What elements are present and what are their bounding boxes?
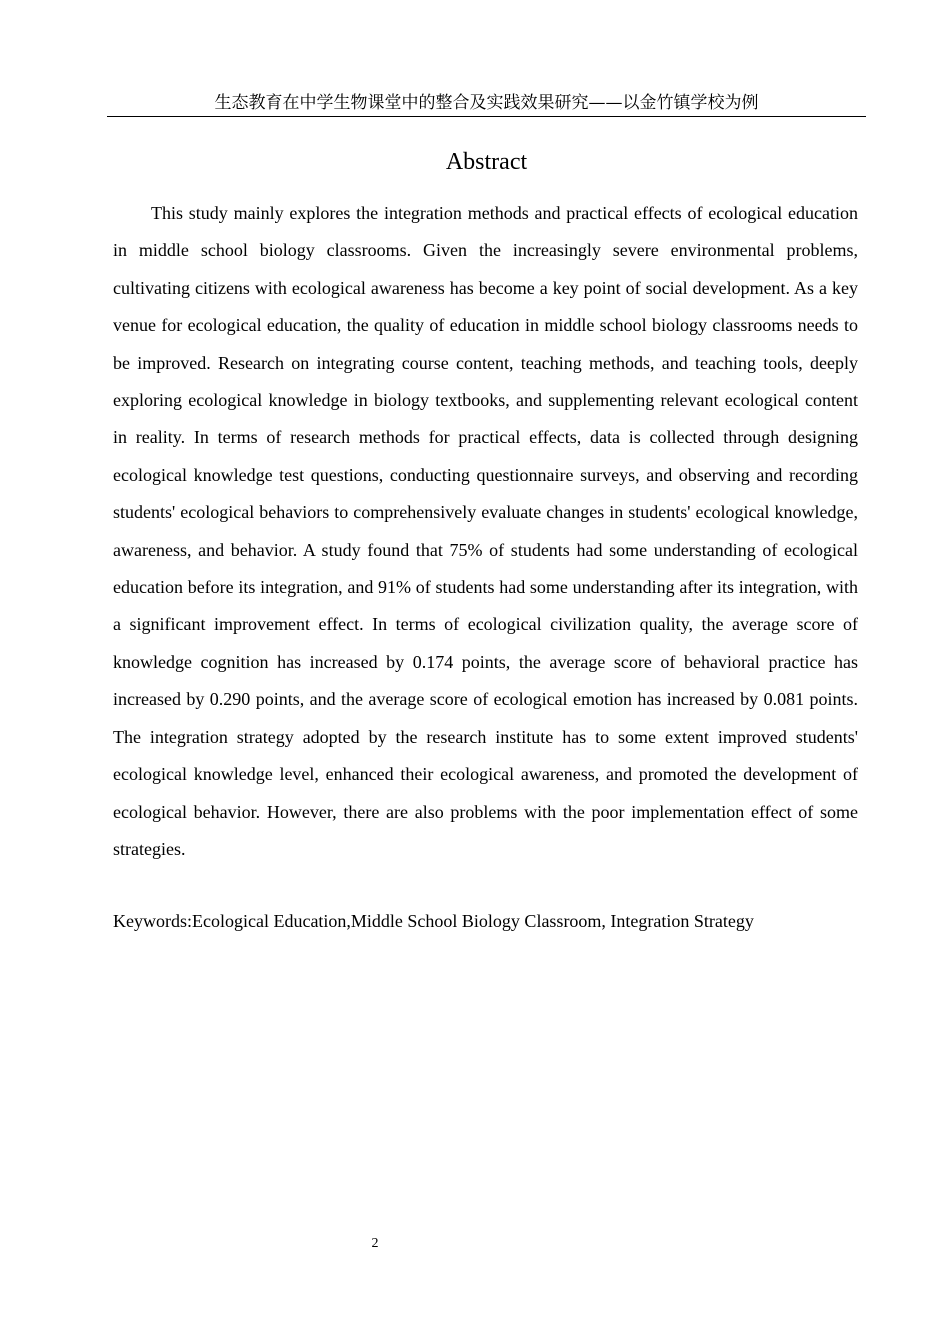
abstract-title: Abstract	[445, 149, 528, 175]
keywords-line: Keywords:Ecological Education,Middle School Biology Classroom, Integration Strategy	[113, 911, 754, 931]
page-number: 2	[371, 1236, 379, 1251]
abstract-body: This study mainly explores the integration methods and practical effects of ecological education in middle school biology classrooms. Given the increasingly severe environmental problems, cultivating citizens with ecological awareness has become a key point of social development. As a key venue for ecological education, the quality of education in middle school biology classrooms needs to be improved. Research on integrating course content, teaching methods, and teaching tools, deeply exploring ecological knowledge in biology textbooks, and supplementing relevant ecological content in reality. In terms of research methods for practical effects, data is collected through designing ecological knowledge test questions, conducting questionnaire surveys, and observing and recording students' ecological behaviors to comprehensively evaluate changes in students' ecological knowledge, awareness, and behavior. A study found that 75% of students had some understanding of ecological education before its integration, and 91% of students had some understanding after its integration, with a significant improvement effect. In terms of ecological civilization quality, the average score of knowledge cognition has increased by 0.174 points, the average score of behavioral practice has increased by 0.290 points, and the average score of ecological emotion has increased by 0.081 points. The integration strategy adopted by the research institute has to some extent improved students' ecological knowledge level, enhanced their ecological awareness, and promoted the development of ecological behavior. However, there are also problems with the poor implementation effect of some strategies.	[113, 203, 858, 859]
running-header: 生态教育在中学生物课堂中的整合及实践效果研究——以金竹镇学校为例	[107, 92, 866, 117]
